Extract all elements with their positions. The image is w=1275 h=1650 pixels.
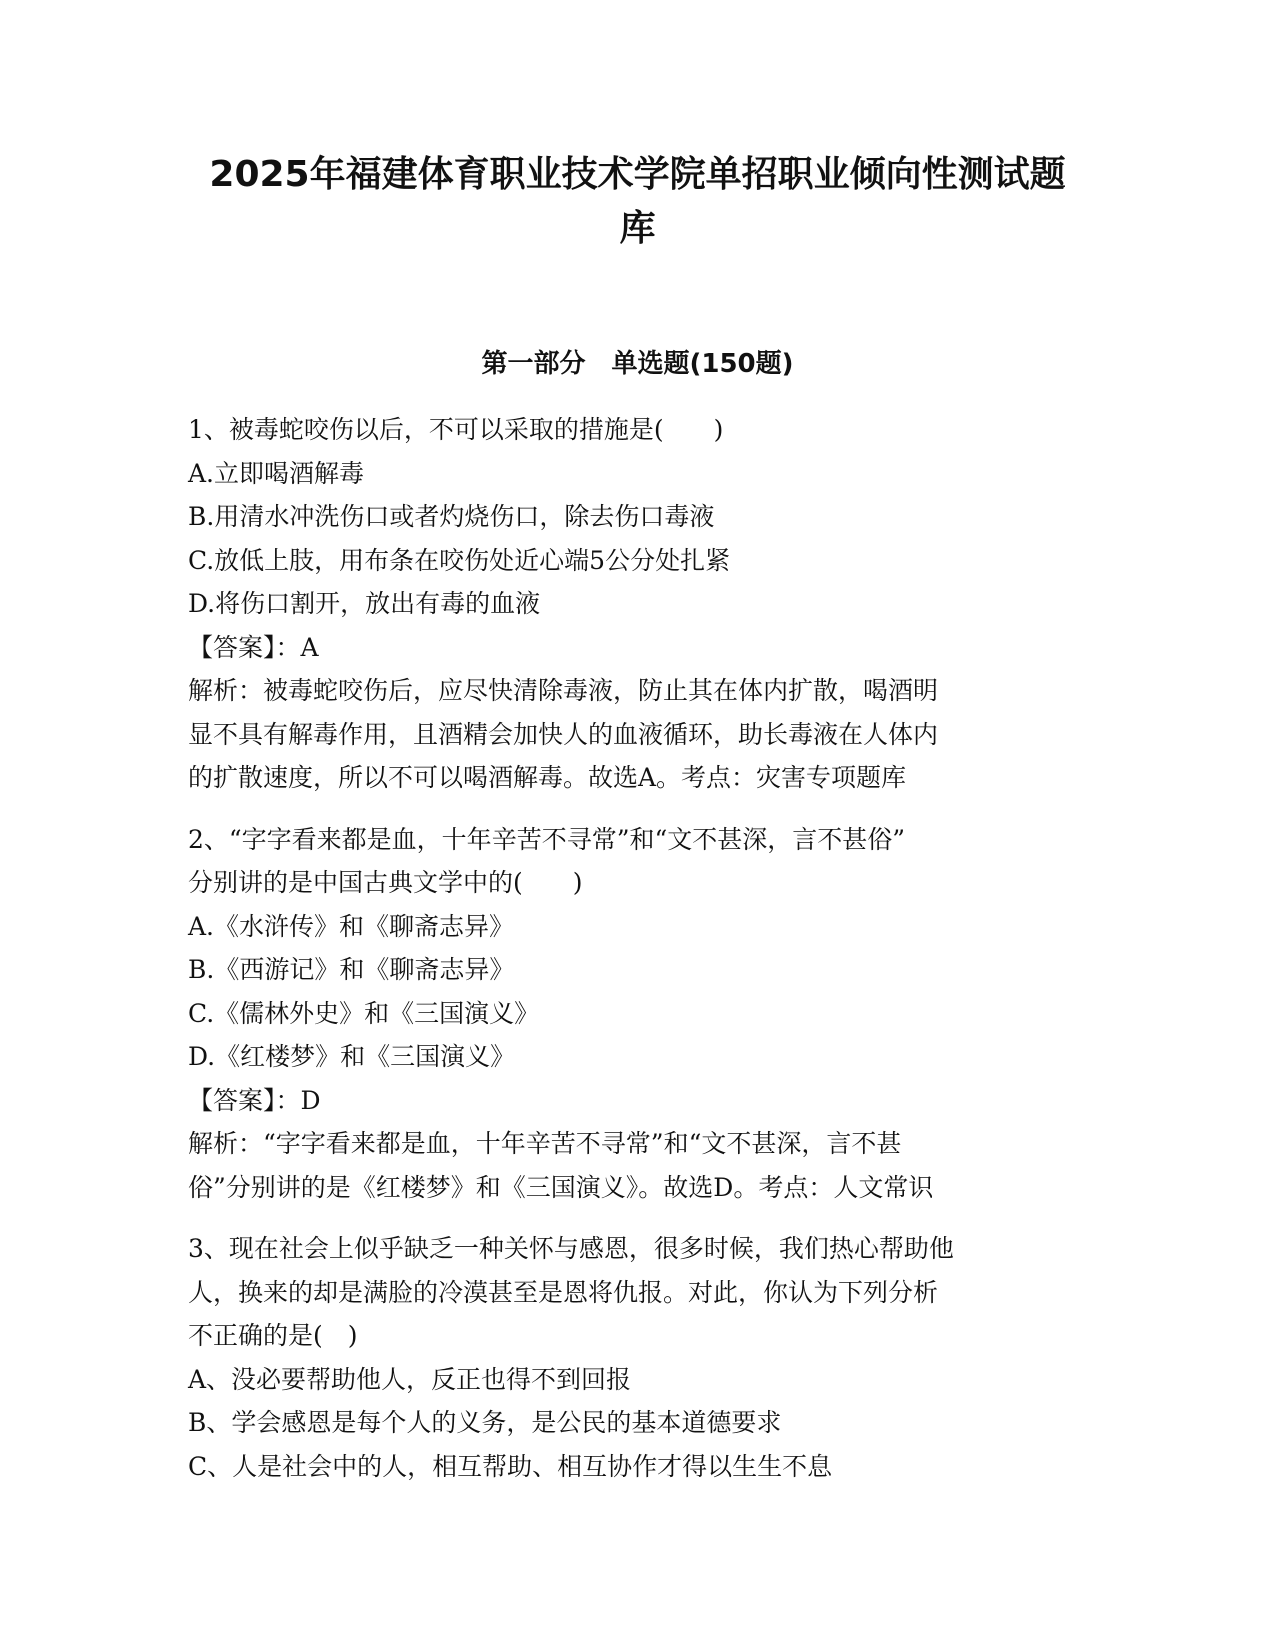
question-stem: 人，换来的却是满脸的冷漠甚至是恩将仇报。对此，你认为下列分析 <box>188 1277 939 1307</box>
option-c: C.《儒林外史》和《三国演义》 <box>188 998 540 1028</box>
option-a: A.《水浒传》和《聊斋志异》 <box>188 911 515 941</box>
section-heading: 第一部分 单选题(150题) <box>481 349 794 379</box>
option-c: C.放低上肢，用布条在咬伤处近心端5公分处扎紧 <box>188 545 731 575</box>
option-a: A.立即喝酒解毒 <box>188 458 365 488</box>
analysis-line: 的扩散速度，所以不可以喝酒解毒。故选A。考点：灾害专项题库 <box>188 763 907 792</box>
question-stem: 2、“字字看来都是血，十年辛苦不寻常”和“文不甚深，言不甚俗” <box>188 824 906 854</box>
option-b: B.《西游记》和《聊斋志异》 <box>188 955 515 984</box>
answer-line: 【答案】：A <box>188 632 319 662</box>
question-stem: 不正确的是( ) <box>188 1321 358 1350</box>
option-d: D.将伤口割开，放出有毒的血液 <box>188 589 541 618</box>
analysis-line: 解析：被毒蛇咬伤后，应尽快清除毒液，防止其在体内扩散，喝酒明 <box>188 676 939 705</box>
option-b: B、学会感恩是每个人的义务，是公民的基本道德要求 <box>188 1408 782 1437</box>
title-line-1: 2025年福建体育职业技术学院单招职业倾向性测试题 <box>209 154 1066 195</box>
title-line-2: 库 <box>619 208 656 249</box>
question-stem: 分别讲的是中国古典文学中的( ) <box>188 868 583 897</box>
answer-line: 【答案】：D <box>188 1085 321 1115</box>
option-a: A、没必要帮助他人，反正也得不到回报 <box>188 1364 632 1394</box>
document-title <box>150 148 1125 256</box>
question-1 <box>188 408 1088 800</box>
option-b: B.用清水冲洗伤口或者灼烧伤口，除去伤口毒液 <box>188 502 715 531</box>
option-c: C、人是社会中的人，相互帮助、相互协作才得以生生不息 <box>188 1451 833 1481</box>
question-stem: 1、被毒蛇咬伤以后，不可以采取的措施是( ) <box>188 415 724 444</box>
question-list <box>188 408 1088 1506</box>
analysis-line: 显不具有解毒作用，且酒精会加快人的血液循环，助长毒液在人体内 <box>188 719 939 749</box>
question-2 <box>188 818 1088 1210</box>
analysis-line: 解析：“字字看来都是血，十年辛苦不寻常”和“文不甚深，言不甚 <box>188 1129 902 1158</box>
question-stem: 3、现在社会上似乎缺乏一种关怀与感恩，很多时候，我们热心帮助他 <box>188 1234 954 1263</box>
analysis-line: 俗”分别讲的是《红楼梦》和《三国演义》。故选D。考点：人文常识 <box>188 1172 934 1202</box>
option-d: D.《红楼梦》和《三国演义》 <box>188 1042 516 1071</box>
question-3 <box>188 1227 1088 1488</box>
